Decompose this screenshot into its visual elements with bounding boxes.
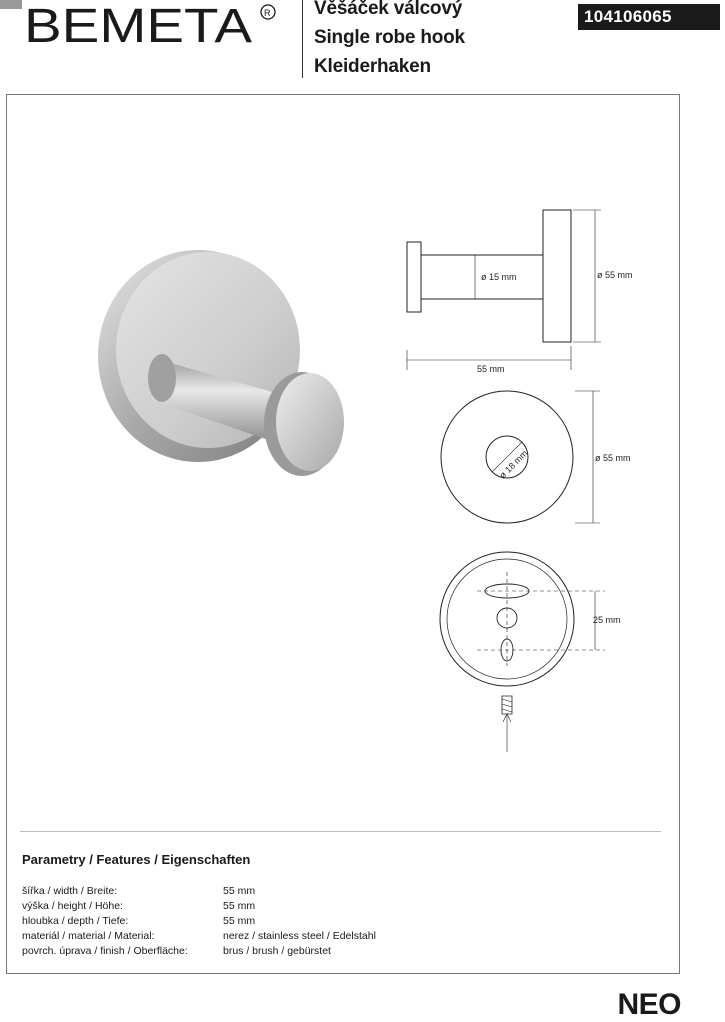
rod-collar bbox=[148, 354, 176, 402]
hole-spacing-label: 25 mm bbox=[593, 615, 621, 625]
header-divider bbox=[302, 0, 303, 78]
product-titles bbox=[314, 0, 465, 81]
feature-value: 55 mm bbox=[223, 915, 256, 927]
side-view-drawing bbox=[407, 210, 601, 370]
rod-diameter-label: ø 15 mm bbox=[481, 272, 517, 282]
feature-label: hloubka / depth / Tiefe: bbox=[22, 915, 129, 927]
title-english: Single robe hook bbox=[314, 27, 465, 48]
features-title: Parametry / Features / Eigenschaften bbox=[22, 852, 251, 867]
registered-letter: R bbox=[264, 8, 271, 18]
section-divider bbox=[20, 831, 661, 832]
bemeta-logo bbox=[22, 2, 278, 46]
series-name: NEO bbox=[617, 988, 681, 1021]
feature-label: povrch. úprava / finish / Oberfläche: bbox=[22, 945, 188, 957]
screw-thread-icon bbox=[502, 699, 512, 712]
technical-drawings bbox=[395, 200, 655, 760]
feature-value: brus / brush / gebürstet bbox=[223, 945, 331, 957]
side-cap bbox=[407, 242, 421, 312]
hook-cap-face bbox=[276, 373, 344, 471]
front-diameter-label: ø 55 mm bbox=[595, 453, 631, 463]
feature-value: 55 mm bbox=[223, 900, 256, 912]
side-wall-plate bbox=[543, 210, 571, 342]
title-czech: Věšáček válcový bbox=[314, 0, 463, 19]
product-photo bbox=[90, 250, 350, 500]
feature-label: šířka / width / Breite: bbox=[22, 885, 118, 897]
feature-value: 55 mm bbox=[223, 885, 256, 897]
side-depth-label: 55 mm bbox=[477, 364, 505, 374]
logo-accent-square bbox=[0, 0, 22, 9]
hole-diameter-label: ø 18 mm bbox=[497, 448, 530, 481]
side-height-label: ø 55 mm bbox=[597, 270, 633, 280]
product-code-badge: 104106065 bbox=[578, 4, 720, 30]
logo-wordmark: BEMETA bbox=[24, 2, 252, 46]
back-view-drawing bbox=[440, 552, 605, 752]
feature-label: výška / height / Höhe: bbox=[22, 900, 123, 912]
title-german: Kleiderhaken bbox=[314, 56, 431, 77]
feature-label: materiál / material / Material: bbox=[22, 930, 155, 942]
feature-value: nerez / stainless steel / Edelstahl bbox=[223, 930, 376, 942]
